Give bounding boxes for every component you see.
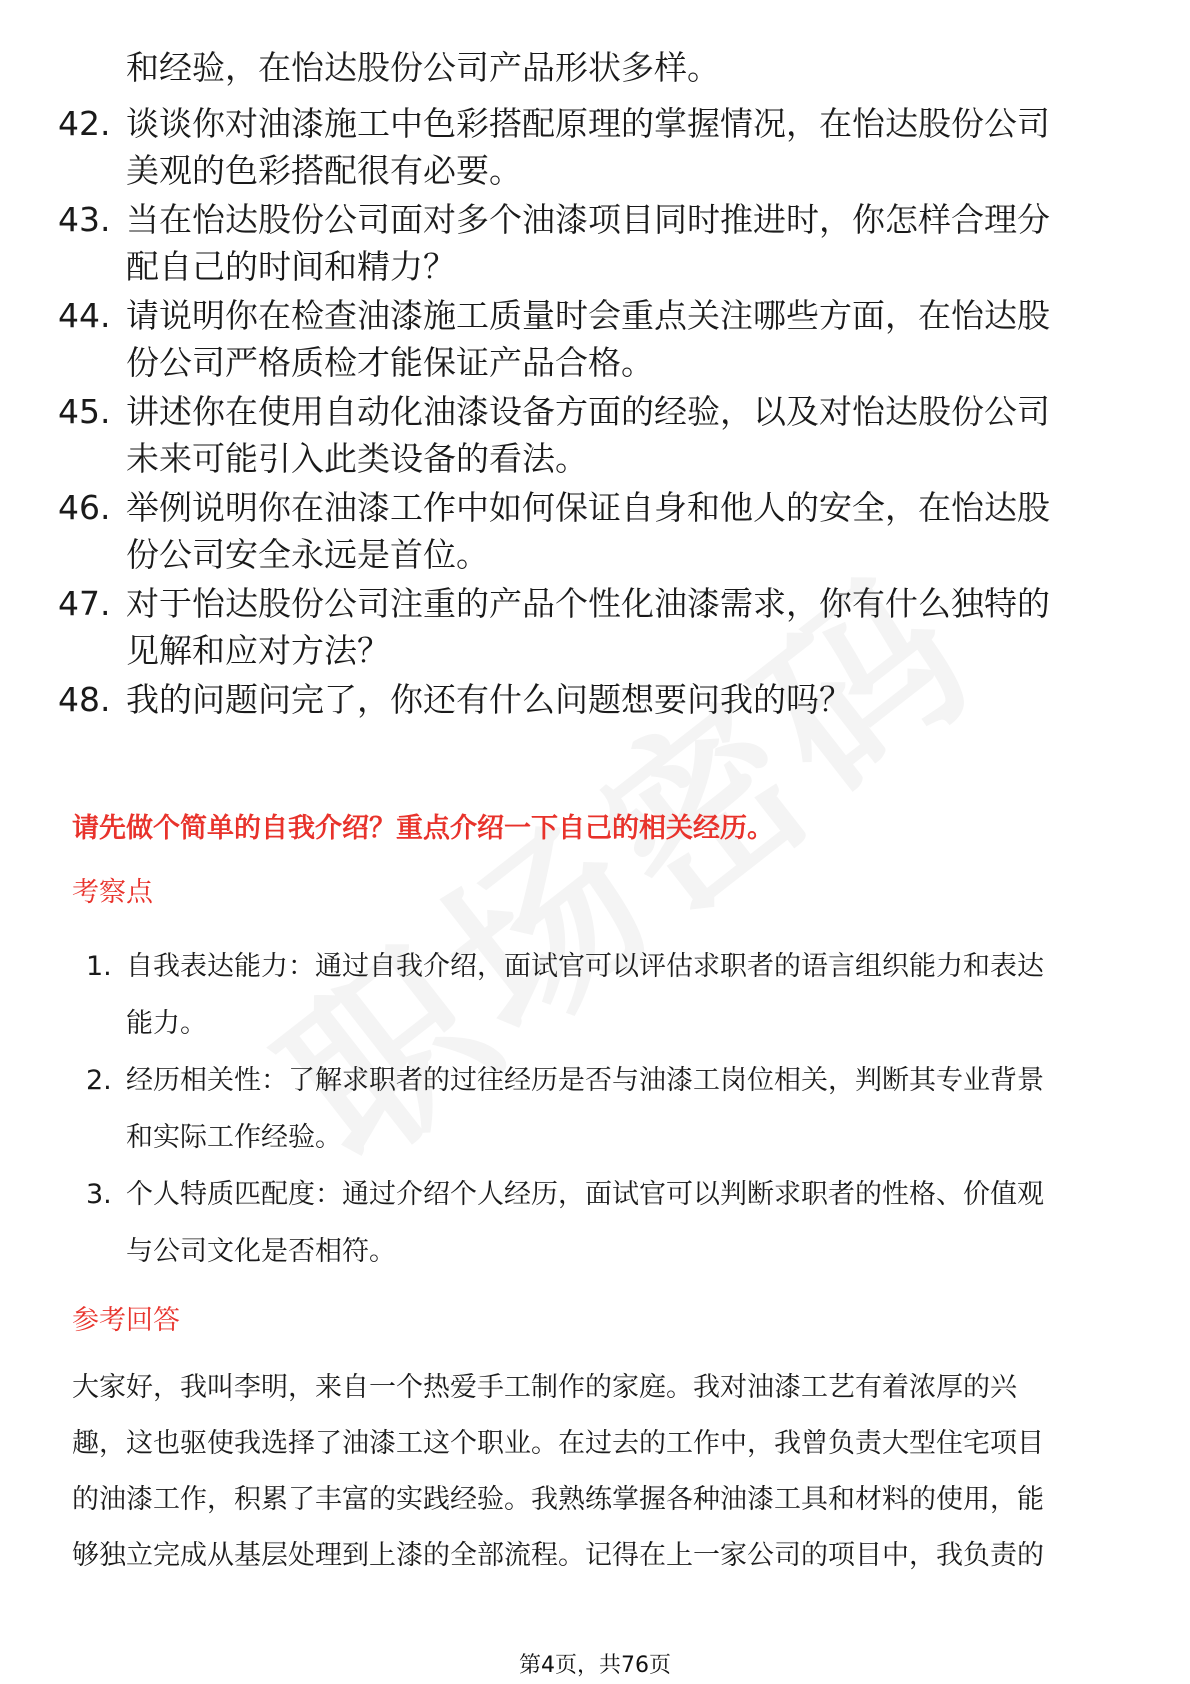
question-number: 46.	[58, 488, 111, 527]
question-line: 举例说明你在油漆工作中如何保证自身和他人的安全，在怡达股	[126, 488, 1050, 527]
list-line: 经历相关性：了解求职者的过往经历是否与油漆工岗位相关，判断其专业背景	[126, 1065, 1044, 1096]
question-number: 45.	[58, 392, 111, 431]
list-text	[126, 938, 1126, 1052]
points-heading: 考察点	[72, 877, 153, 908]
list-line: 能力。	[126, 1008, 207, 1039]
list-number: 2.	[86, 1065, 112, 1096]
answer-line: 的油漆工作，积累了丰富的实践经验。我熟练掌握各种油漆工具和材料的使用，能	[72, 1484, 1044, 1515]
question-text	[126, 292, 1116, 386]
list-number: 1.	[86, 951, 112, 982]
question-continuation: 和经验，在怡达股份公司产品形状多样。	[126, 48, 720, 87]
question-number: 43.	[58, 200, 111, 239]
question-line: 份公司严格质检才能保证产品合格。	[126, 343, 654, 382]
question-text	[126, 676, 1116, 723]
question-line: 请说明你在检查油漆施工质量时会重点关注哪些方面，在怡达股	[126, 296, 1050, 335]
question-line: 美观的色彩搭配很有必要。	[126, 151, 522, 190]
question-number: 44.	[58, 296, 111, 335]
answer-paragraph	[72, 1360, 1132, 1584]
list-line: 和实际工作经验。	[126, 1122, 342, 1153]
section-title: 请先做个简单的自我介绍？重点介绍一下自己的相关经历。	[72, 813, 774, 844]
question-text	[126, 580, 1116, 674]
question-number: 42.	[58, 104, 111, 143]
question-line: 对于怡达股份公司注重的产品个性化油漆需求，你有什么独特的	[126, 584, 1050, 623]
question-line: 我的问题问完了，你还有什么问题想要问我的吗？	[126, 680, 852, 719]
list-number: 3.	[86, 1179, 112, 1210]
list-line: 自我表达能力：通过自我介绍，面试官可以评估求职者的语言组织能力和表达	[126, 951, 1044, 982]
question-line: 未来可能引入此类设备的看法。	[126, 439, 588, 478]
question-text	[126, 388, 1116, 482]
question-line: 讲述你在使用自动化油漆设备方面的经验，以及对怡达股份公司	[126, 392, 1050, 431]
question-line: 见解和应对方法？	[126, 631, 390, 670]
answer-line: 大家好，我叫李明，来自一个热爱手工制作的家庭。我对油漆工艺有着浓厚的兴	[72, 1372, 1017, 1403]
question-line: 谈谈你对油漆施工中色彩搭配原理的掌握情况，在怡达股份公司	[126, 104, 1050, 143]
question-number: 48.	[58, 680, 111, 719]
question-text	[126, 100, 1116, 194]
page-footer: 第4页，共76页	[519, 1653, 671, 1678]
question-line: 配自己的时间和精力？	[126, 247, 456, 286]
answer-heading: 参考回答	[72, 1305, 180, 1336]
answer-line: 够独立完成从基层处理到上漆的全部流程。记得在上一家公司的项目中，我负责的	[72, 1540, 1044, 1571]
list-text	[126, 1166, 1126, 1280]
question-line: 份公司安全永远是首位。	[126, 535, 489, 574]
question-line: 当在怡达股份公司面对多个油漆项目同时推进时，你怎样合理分	[126, 200, 1050, 239]
question-number: 47.	[58, 584, 111, 623]
list-line: 与公司文化是否相符。	[126, 1236, 396, 1267]
question-text	[126, 196, 1116, 290]
question-text	[126, 484, 1116, 578]
answer-line: 趣，这也驱使我选择了油漆工这个职业。在过去的工作中，我曾负责大型住宅项目	[72, 1428, 1044, 1459]
list-text	[126, 1052, 1126, 1166]
list-line: 个人特质匹配度：通过介绍个人经历，面试官可以判断求职者的性格、价值观	[126, 1179, 1044, 1210]
